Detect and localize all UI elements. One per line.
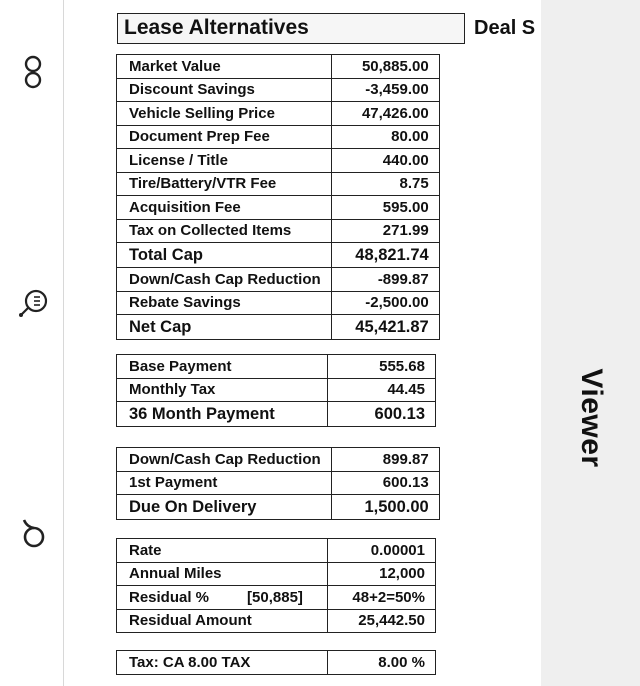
row-label: Rebate Savings [117,291,332,315]
row-value: 899.87 [331,448,439,472]
row-value: 595.00 [331,196,439,220]
table-row [117,562,436,586]
cap-cost-table [116,54,440,340]
page-title: Lease Alternatives [117,13,465,44]
row-label: Annual Miles [117,562,328,586]
row-value: 80.00 [331,125,439,149]
row-label: Down/Cash Cap Reduction [117,268,332,292]
row-value: 555.68 [328,355,436,379]
table-row [117,219,440,243]
row-value: 44.45 [328,378,436,402]
table-row [117,243,440,268]
table-row [117,651,436,675]
row-label: 36 Month Payment [117,402,328,427]
row-label: Total Cap [117,243,332,268]
row-value: 0.00001 [328,539,436,563]
table-row [117,102,440,126]
row-label: License / Title [117,149,332,173]
table-row [117,196,440,220]
row-label: Base Payment [117,355,328,379]
row-value: 48+2=50% [328,586,436,610]
table-row [117,268,440,292]
table-row [117,378,436,402]
table-row [117,291,440,315]
row-label: Down/Cash Cap Reduction [117,448,332,472]
row-label: Rate [117,539,328,563]
table-row [117,448,440,472]
row-label: Tax: CA 8.00 TAX [117,651,328,675]
row-label: Market Value [117,55,332,79]
delivery-table [116,447,440,520]
viewer-label: Viewer [574,368,608,468]
row-label: Monthly Tax [117,378,328,402]
table-row [117,586,436,610]
row-label: Residual Amount [117,609,328,633]
table-row [117,471,440,495]
row-label: Residual % [129,588,210,606]
row-value: -899.87 [331,268,439,292]
row-value: 45,421.87 [331,315,439,340]
row-label: Net Cap [117,315,332,340]
row-label: Due On Delivery [117,495,332,520]
table-row [117,539,436,563]
gauge-icon[interactable] [16,282,50,322]
table-row [117,315,440,340]
table-row [117,355,436,379]
row-value: 8.75 [331,172,439,196]
table-row [117,125,440,149]
left-tool-rail [0,0,64,686]
table-row [117,402,436,427]
row-value: 440.00 [331,149,439,173]
gender-symbol-icon[interactable] [16,52,50,92]
row-value: -2,500.00 [331,291,439,315]
row-label: Discount Savings [117,78,332,102]
residual-base-note: [50,885] [247,588,303,606]
row-label: Tire/Battery/VTR Fee [117,172,332,196]
deal-section-title: Deal S [474,17,536,39]
row-value: 50,885.00 [331,55,439,79]
payment-table [116,354,436,427]
residual-table [116,538,436,633]
row-value: 600.13 [328,402,436,427]
viewer-panel[interactable] [541,0,640,686]
row-label: Document Prep Fee [117,125,332,149]
table-row [117,495,440,520]
document-page [64,0,540,686]
row-value: 48,821.74 [331,243,439,268]
row-value: 47,426.00 [331,102,439,126]
row-value: 8.00 % [328,651,436,675]
row-value: 25,442.50 [328,609,436,633]
row-value: 1,500.00 [331,495,439,520]
row-value: -3,459.00 [331,78,439,102]
row-value: 12,000 [328,562,436,586]
table-row [117,78,440,102]
row-label: Vehicle Selling Price [117,102,332,126]
taurus-symbol-icon[interactable] [16,514,50,554]
tax-table [116,650,436,675]
table-row [117,149,440,173]
table-row [117,172,440,196]
table-row [117,55,440,79]
row-label-with-note [117,586,328,610]
row-value: 600.13 [331,471,439,495]
table-row [117,609,436,633]
row-label: 1st Payment [117,471,332,495]
row-label: Acquisition Fee [117,196,332,220]
row-label: Tax on Collected Items [117,219,332,243]
row-value: 271.99 [331,219,439,243]
